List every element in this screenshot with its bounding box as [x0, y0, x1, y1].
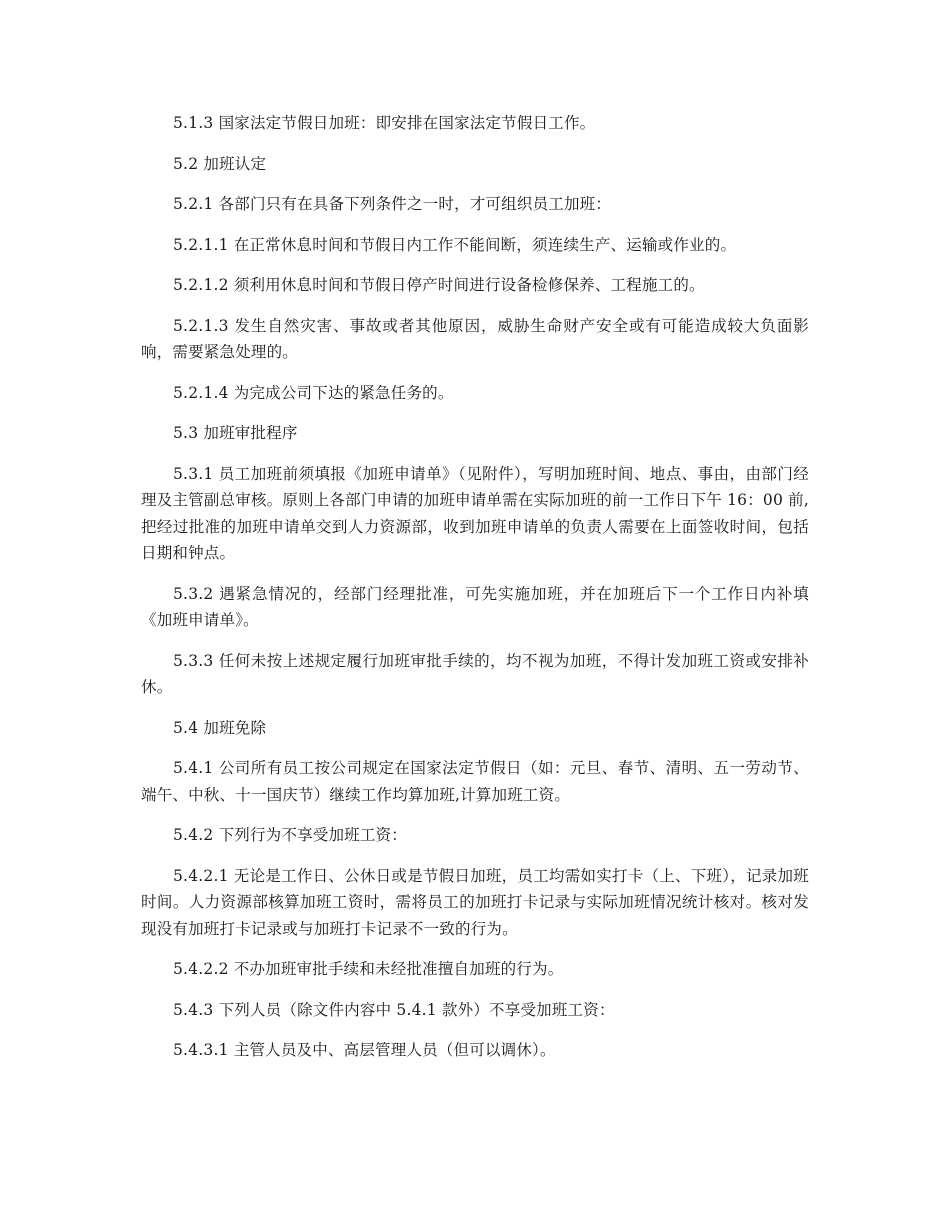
paragraph-5-4-3-1: 5.4.3.1 主管人员及中、高层管理人员（但可以调休）。	[173, 1041, 556, 1059]
paragraph-5-4-3: 5.4.3 下列人员（除文件内容中 5.4.1 款外）不享受加班工资：	[173, 1000, 615, 1019]
section-heading-5-2: 5.2 加班认定	[173, 154, 267, 173]
paragraph-5-1-3: 5.1.3 国家法定节假日加班：即安排在国家法定节假日工作。	[173, 114, 596, 132]
paragraph-5-2-1-4: 5.2.1.4 为完成公司下达的紧急任务的。	[173, 383, 454, 402]
paragraph-5-3-3: 5.3.3 任何未按上述规定履行加班审批手续的，均不视为加班，不得计发加班工资或安排补休。	[141, 651, 809, 696]
paragraph-5-3-2: 5.3.2 遇紧急情况的，经部门经理批准，可先实施加班，并在加班后下一个工作日内补填《加班申请单》。	[141, 584, 809, 629]
paragraph-5-4-2-1: 5.4.2.1 无论是工作日、公休日或是节假日加班，员工均需如实打卡（上、下班），记录加班时间。人力资源部核算加班工资时，需将员工的加班打卡记录与实际加班情况统计核对。核对发现没有加班打卡记录或与加班打卡记录不一致的行为。	[141, 866, 809, 938]
paragraph-5-2-1-3: 5.2.1.3 发生自然灾害、事故或者其他原因，威胁生命财产安全或有可能造成较大负面影响，需要紧急处理的。	[141, 316, 809, 361]
paragraph-5-3-1: 5.3.1 员工加班前须填报《加班申请单》（见附件），写明加班时间、地点、事由，由部门经理及主管副总审核。原则上各部门申请的加班申请单需在实际加班的前一工作日下午 16：00 前,把经过批准的加班申请单交到人力资源部，收到加班申请单的负责人需要在上面签收时间，包括日期和钟点。	[141, 464, 809, 562]
paragraph-5-4-2: 5.4.2 下列行为不享受加班工资：	[173, 826, 407, 844]
section-heading-5-4: 5.4 加班免除	[173, 718, 267, 737]
paragraph-5-2-1-2: 5.2.1.2 须利用休息时间和节假日停产时间进行设备检修保养、工程施工的。	[173, 276, 705, 294]
paragraph-5-2-1-1: 5.2.1.1 在正常休息时间和节假日内工作不能间断，须连续生产、运输或作业的。	[173, 235, 737, 254]
document-body	[141, 110, 809, 1078]
paragraph-5-4-1: 5.4.1 公司所有员工按公司规定在国家法定节假日（如：元旦、春节、清明、五一劳动节、端午、中秋、十一国庆节）继续工作均算加班,计算加班工资。	[141, 759, 809, 804]
paragraph-5-4-2-2: 5.4.2.2 不办加班审批手续和未经批准擅自加班的行为。	[173, 960, 564, 978]
section-heading-5-3: 5.3 加班审批程序	[173, 424, 298, 442]
paragraph-5-2-1: 5.2.1 各部门只有在具备下列条件之一时，才可组织员工加班：	[173, 195, 612, 213]
